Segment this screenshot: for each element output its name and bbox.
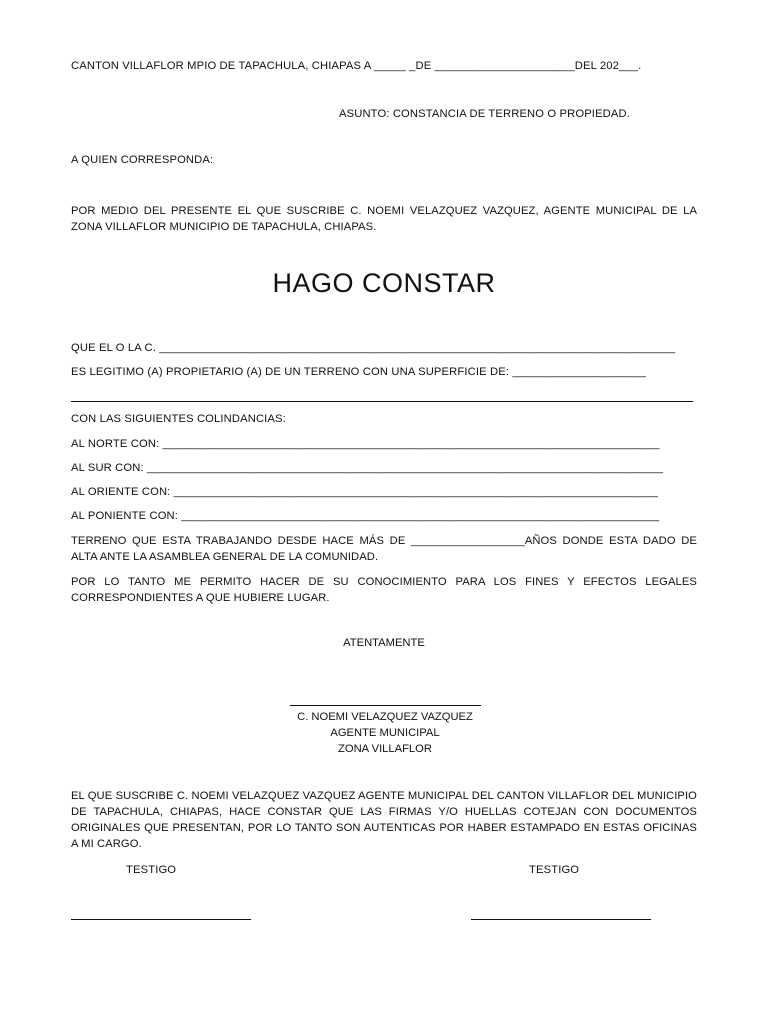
witness-left-signature-line: [71, 919, 251, 920]
blank-rule-line: [71, 401, 693, 402]
north-boundary-line: AL NORTE CON: ______________________________________________________________________________: [71, 438, 660, 450]
document-title: HAGO CONSTAR: [272, 268, 496, 298]
salutation: A QUIEN CORRESPONDA:: [71, 154, 214, 166]
witness-right-signature-line: [471, 919, 651, 920]
regards-text: ATENTAMENTE: [343, 637, 425, 649]
boundaries-label: CON LAS SIGUIENTES COLINDANCIAS:: [71, 413, 286, 425]
subject-line: ASUNTO: CONSTANCIA DE TERRENO O PROPIEDAD.: [339, 108, 631, 120]
witness-right-label: TESTIGO: [529, 864, 580, 876]
witness-left-label: TESTIGO: [126, 864, 177, 876]
certification-paragraph: EL QUE SUSCRIBE C. NOEMI VELAZQUEZ VAZQUEZ AGENTE MUNICIPAL DEL CANTON VILLAFLOR DEL MUNICIPIO DE TAPACHULA, CHIAPAS, HACE CONSTAR QUE LAS FIRMAS Y/O HUELLAS COTEJAN CON DOCUMENTOS ORIGINALES QUE PRESENTAN, POR LO TANTO SON AUTENTICAS POR HABER ESTAMPADO EN ESTAS OFICINAS A MI CARGO.: [71, 790, 697, 850]
place-date-line: CANTON VILLAFLOR MPIO DE TAPACHULA, CHIAPAS A _____ _DE ______________________DEL 202___.: [71, 60, 642, 72]
signer-zone: ZONA VILLAFLOR: [338, 743, 432, 755]
closing-paragraph: POR LO TANTO ME PERMITO HACER DE SU CONOCIMIENTO PARA LOS FINES Y EFECTOS LEGALES CORRESPONDIENTES A QUE HUBIERE LUGAR.: [71, 576, 697, 604]
owner-field-line: QUE EL O LA C. _________________________________________________________________________________: [71, 342, 676, 354]
surface-field-line: ES LEGITIMO (A) PROPIETARIO (A) DE UN TERRENO CON UNA SUPERFICIE DE: _____________________: [71, 366, 647, 378]
signature-line: [290, 705, 481, 706]
east-boundary-line: AL ORIENTE CON: ____________________________________________________________________________: [71, 486, 658, 498]
intro-paragraph: POR MEDIO DEL PRESENTE EL QUE SUSCRIBE C. NOEMI VELAZQUEZ VAZQUEZ, AGENTE MUNICIPAL DE LA ZONA VILLAFLOR MUNICIPIO DE TAPACHULA, CHIAPAS.: [71, 205, 697, 233]
signer-role: AGENTE MUNICIPAL: [330, 727, 440, 739]
south-boundary-line: AL SUR CON: _________________________________________________________________________________: [71, 462, 664, 474]
west-boundary-line: AL PONIENTE CON: ___________________________________________________________________________: [71, 510, 660, 522]
signer-name: C. NOEMI VELAZQUEZ VAZQUEZ: [297, 711, 473, 723]
work-paragraph: TERRENO QUE ESTA TRABAJANDO DESDE HACE MÁS DE __________________AÑOS DONDE ESTA DADO DE ALTA ANTE LA ASAMBLEA GENERAL DE LA COMUNIDAD.: [71, 535, 697, 563]
